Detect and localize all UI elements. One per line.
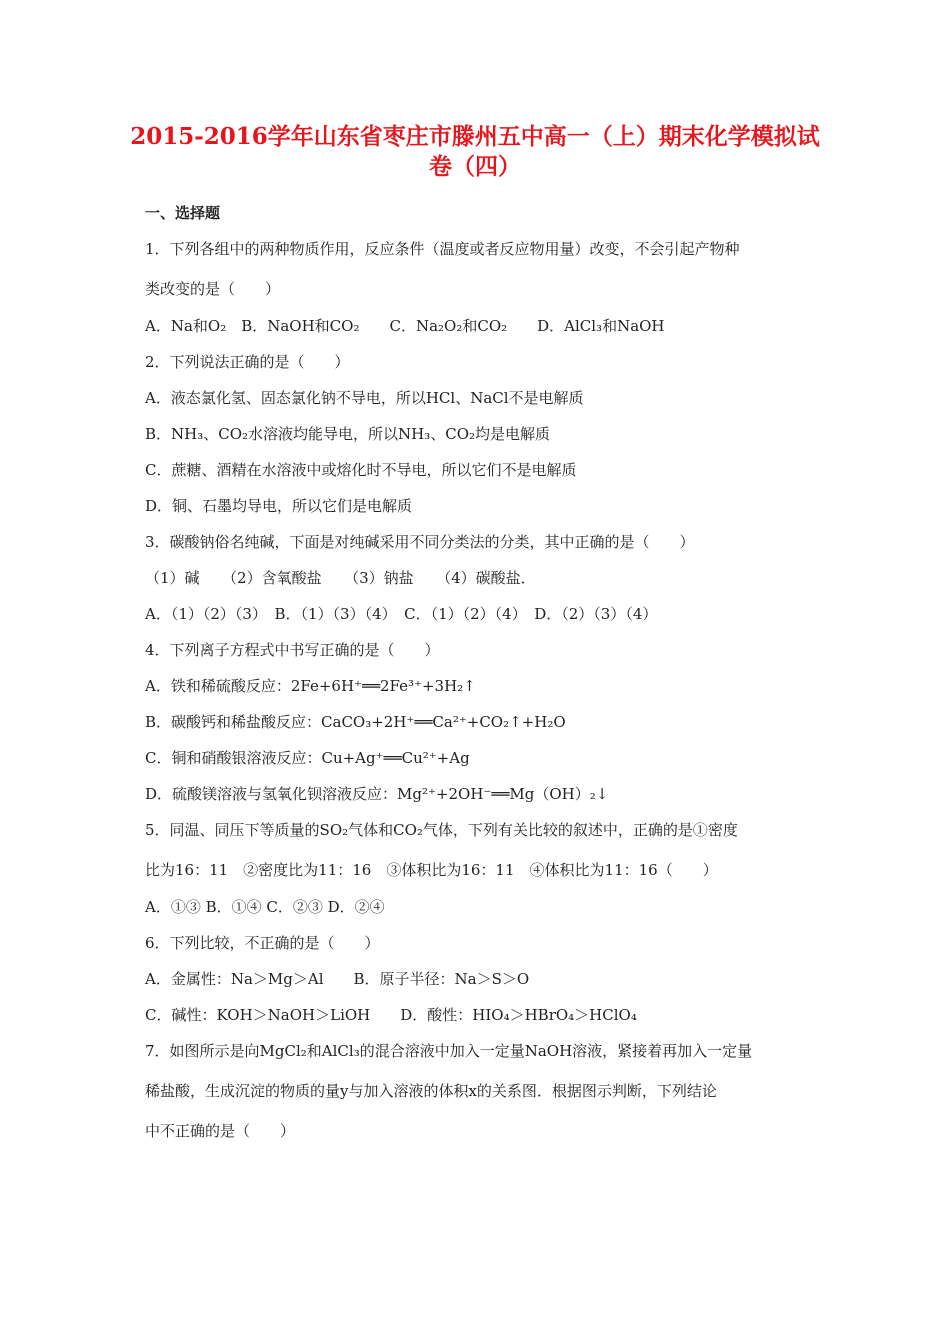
q3-options: A．（1）（2）（3） B．（1）（3）（4） C．（1）（2）（4） D．（2）（3）（4） (145, 605, 658, 623)
q3-items: （1）碱 （2）含氧酸盐 （3）钠盐 （4）碳酸盐． (145, 569, 536, 587)
document-title-line1: 2015-2016学年山东省枣庄市滕州五中高一（上）期末化学模拟试 (130, 123, 820, 150)
document-title-line2: 卷（四） (429, 153, 521, 180)
q2-option-b: B．NH₃、CO₂水溶液均能导电，所以NH₃、CO₂均是电解质 (145, 425, 551, 443)
q2-stem: 2．下列说法正确的是（ ） (145, 353, 350, 371)
q6-options-ab: A．金属性：Na＞Mg＞Al B．原子半径：Na＞S＞O (145, 970, 530, 988)
q5-stem-line1: 5．同温、同压下等质量的SO₂气体和CO₂气体，下列有关比较的叙述中，正确的是①密度 (145, 821, 738, 839)
q5-options: A．①③ B．①④ C．②③ D．②④ (145, 898, 385, 916)
q2-option-c: C．蔗糖、酒精在水溶液中或熔化时不导电，所以它们不是电解质 (145, 461, 577, 479)
q4-option-b: B．碳酸钙和稀盐酸反应：CaCO₃+2H⁺══Ca²⁺+CO₂↑+H₂O (145, 713, 566, 731)
q1-stem-line1: 1．下列各组中的两种物质作用，反应条件（温度或者反应物用量）改变，不会引起产物种 (145, 240, 740, 258)
q4-option-c: C．铜和硝酸银溶液反应：Cu+Ag⁺══Cu²⁺+Ag (145, 749, 470, 767)
q1-stem-line2: 类改变的是（ ） (145, 280, 281, 298)
q7-stem-line2: 稀盐酸，生成沉淀的物质的量y与加入溶液的体积x的关系图．根据图示判断，下列结论 (145, 1082, 717, 1100)
q3-stem: 3．碳酸钠俗名纯碱，下面是对纯碱采用不同分类法的分类，其中正确的是（ ） (145, 533, 695, 551)
q4-option-a: A．铁和稀硫酸反应：2Fe+6H⁺══2Fe³⁺+3H₂↑ (145, 677, 476, 695)
q2-option-a: A．液态氯化氢、固态氯化钠不导电，所以HCl、NaCl不是电解质 (145, 389, 584, 407)
q6-stem: 6．下列比较，不正确的是（ ） (145, 934, 380, 952)
q7-stem-line1: 7．如图所示是向MgCl₂和AlCl₃的混合溶液中加入一定量NaOH溶液，紧接着再加入一定量 (145, 1042, 753, 1060)
q1-options: A．Na和O₂ B．NaOH和CO₂ C．Na₂O₂和CO₂ D．AlCl₃和NaOH (145, 317, 665, 335)
q6-options-cd: C．碱性：KOH＞NaOH＞LiOH D．酸性：HIO₄＞HBrO₄＞HClO₄ (145, 1006, 637, 1024)
q4-stem: 4．下列离子方程式中书写正确的是（ ） (145, 641, 440, 659)
q4-option-d: D．硫酸镁溶液与氢氧化钡溶液反应：Mg²⁺+2OH⁻══Mg（OH）₂↓ (145, 785, 609, 803)
q7-stem-line3: 中不正确的是（ ） (145, 1122, 296, 1140)
section-heading: 一、选择题 (145, 204, 221, 222)
q2-option-d: D．铜、石墨均导电，所以它们是电解质 (145, 497, 413, 515)
q5-stem-line2: 比为16：11 ②密度比为11：16 ③体积比为16：11 ④体积比为11：16（ ） (145, 861, 718, 879)
